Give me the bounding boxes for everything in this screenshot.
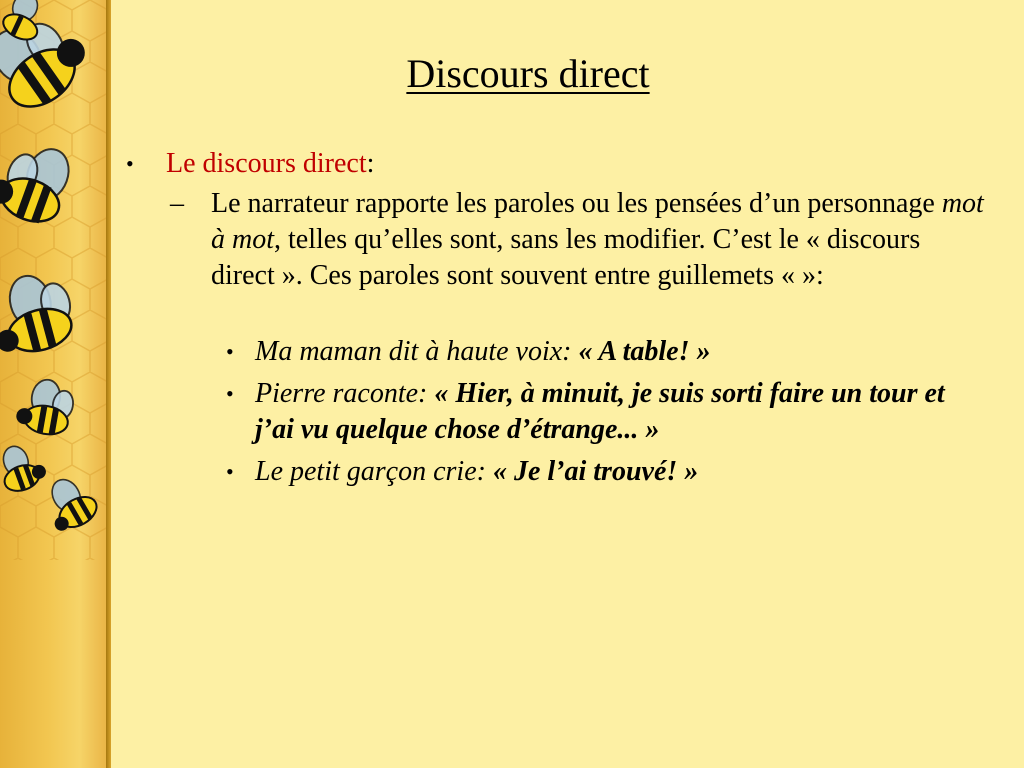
example-item bbox=[226, 334, 986, 370]
example-quote: « Je l’ai trouvé! » bbox=[492, 456, 699, 487]
dash-icon: – bbox=[170, 188, 184, 219]
example-lead: Pierre raconte: bbox=[255, 378, 435, 409]
explanation-emphasis: mot à mot bbox=[211, 188, 984, 255]
spacer bbox=[126, 294, 986, 334]
example-item bbox=[226, 376, 986, 448]
explanation-part1: Le narrateur rapporte les paroles ou les pensées d’un personnage bbox=[211, 188, 942, 219]
bee-icon bbox=[14, 375, 77, 438]
heading-label: Le discours direct bbox=[166, 148, 367, 179]
bee-icon bbox=[0, 133, 77, 229]
explanation-item bbox=[170, 186, 986, 294]
example-lead: Le petit garçon crie: bbox=[255, 456, 493, 487]
example-item bbox=[226, 454, 986, 490]
slide-title bbox=[112, 50, 944, 98]
heading-colon: : bbox=[366, 148, 375, 179]
sidebar-divider bbox=[106, 0, 111, 768]
slide-title-text: Discours direct bbox=[406, 51, 650, 96]
bullet-icon: • bbox=[126, 151, 134, 176]
example-quote: « Hier, à minuit, je suis sorti faire un tour et j’ai vu quelque chose d’étrange... » bbox=[255, 378, 945, 445]
bullet-icon: • bbox=[226, 339, 234, 364]
bee-sidebar bbox=[0, 0, 106, 768]
bullet-icon: • bbox=[226, 459, 234, 484]
explanation-part2: , telles qu’elles sont, sans les modifier. C’est le « discours direct ». Ces paroles sont souvent entre guillemets « »: bbox=[211, 224, 921, 291]
bee-icon bbox=[36, 470, 102, 537]
slide-body bbox=[126, 146, 986, 496]
example-lead: Ma maman dit à haute voix: bbox=[255, 336, 579, 367]
bullet-icon: • bbox=[226, 381, 234, 406]
bullet-heading bbox=[126, 146, 986, 182]
bee-icon bbox=[0, 438, 50, 495]
bee-icon bbox=[0, 267, 80, 361]
example-quote: « A table! » bbox=[578, 336, 711, 367]
bees-illustration bbox=[0, 0, 106, 560]
